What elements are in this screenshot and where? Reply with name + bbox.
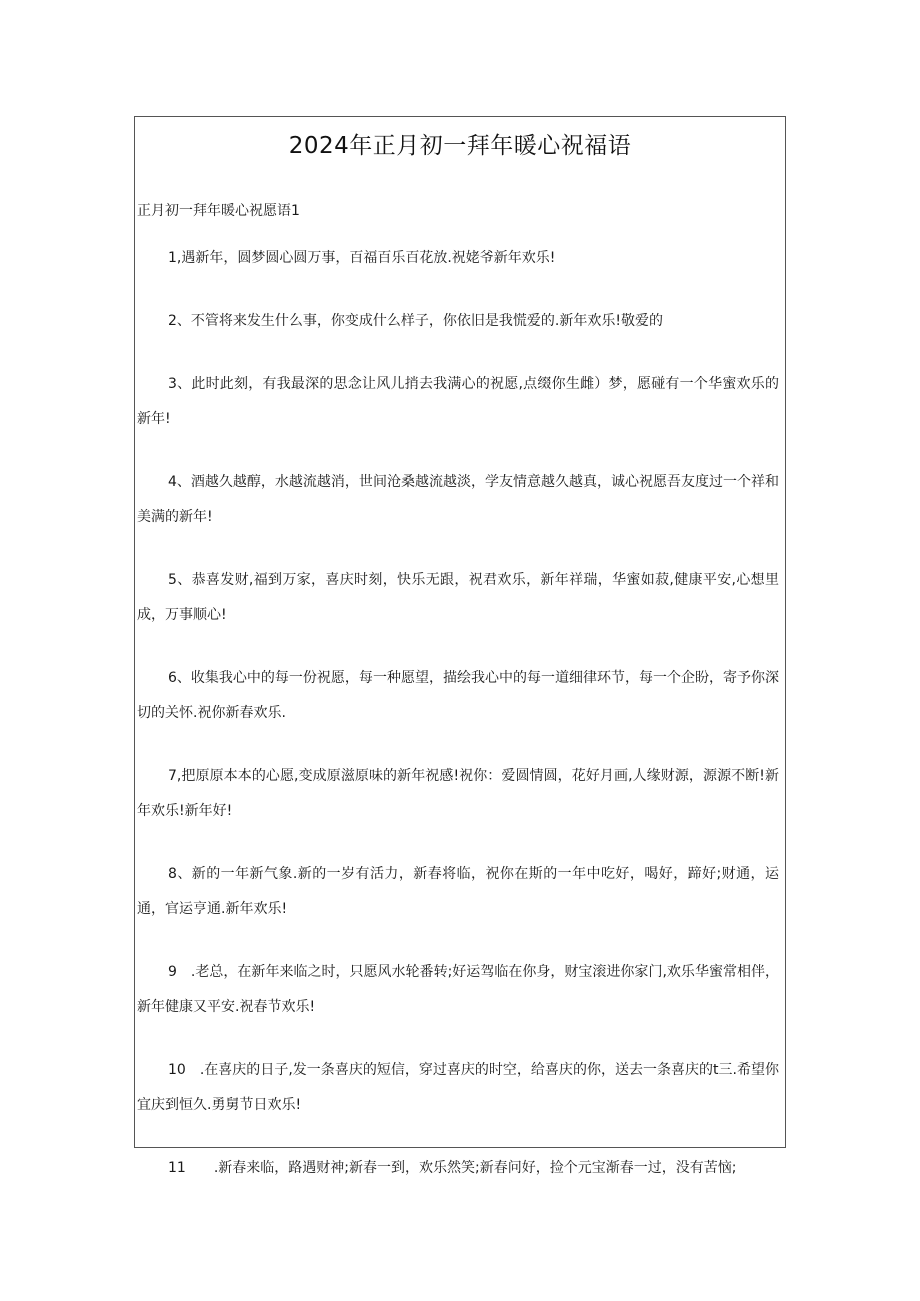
blessing-item: 8、新的一年新气象.新的一岁有活力，新春将临，祝你在斯的一年中吃好，喝好，蹄好;财通，运通，官运亨通.新年欢乐! — [137, 866, 779, 917]
blessing-list — [137, 241, 779, 1214]
section-heading: 正月初一拜年暖心祝愿语1 — [137, 203, 300, 219]
blessing-item: 3、此时此刻，有我最深的思念让风儿捎去我满心的祝愿,点缀你生雌）梦，愿碰有一个华蜜欢乐的新年! — [137, 376, 779, 427]
blessing-item: 7,把原原本本的心愿,变成原滋原味的新年祝感!祝你：爱圆情圆，花好月画,人缘财源，源源不断!新年欢乐!新年好! — [137, 768, 779, 819]
document-title: 2024年正月初一拜年暖心祝福语 — [288, 133, 632, 159]
blessing-item: 2、不管将来发生什么事，你变成什么样子，你依旧是我慌爱的.新年欢乐!敬爱的 — [168, 313, 663, 329]
blessing-item: 10 .在喜庆的日子,发一条喜庆的短信，穿过喜庆的时空，给喜庆的你，送去一条喜庆的t三.希望你宜庆到恒久.勇舅节日欢乐! — [137, 1062, 779, 1113]
blessing-item: 4、酒越久越醇，水越流越消，世间沧桑越流越淡，学友情意越久越真，诚心祝愿吾友度过一个祥和美满的新年! — [137, 474, 779, 525]
blessing-item: 9 .老总，在新年来临之时，只愿风水轮番转;好运驾临在你身，财宝滚进你家门,欢乐华蜜常相伴，新年健康又平安.祝春节欢乐! — [137, 964, 779, 1015]
blessing-item: 5、恭喜发财,福到万家，喜庆时刻，快乐无跟，祝君欢乐，新年祥瑞，华蜜如菽,健康平安,心想里成，万事顺心! — [137, 572, 779, 623]
blessing-item: 6、收集我心中的每一份祝愿，每一种愿望，描绘我心中的每一道细律环节，每一个企盼，寄予你深切的关怀.祝你新春欢乐. — [137, 670, 779, 721]
blessing-item: 11 .新春来临，路遇财神;新春一到，欢乐然笑;新春问好，捡个元宝渐春一过，没有苦恼; — [168, 1160, 737, 1176]
document-page — [134, 116, 786, 1176]
blessing-item: 1,遇新年，圆梦圆心圆万事，百福百乐百花放.祝姥爷新年欢乐! — [168, 250, 556, 266]
